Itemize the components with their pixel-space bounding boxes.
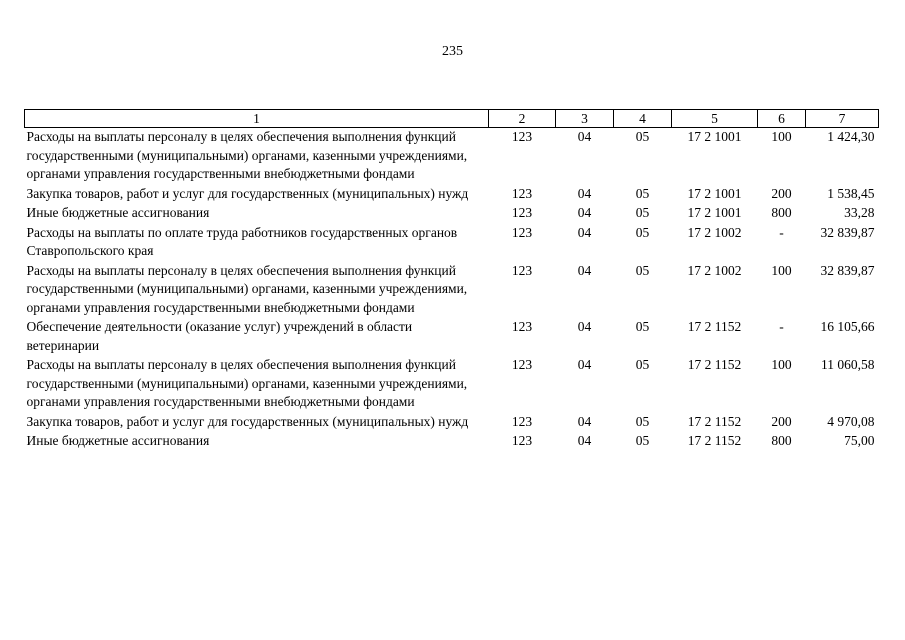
budget-table bbox=[24, 109, 879, 452]
cell-expense-type: 800 bbox=[771, 433, 792, 448]
cell-target-article: 17 2 1001 bbox=[687, 129, 742, 144]
cell-target-article: 17 2 1002 bbox=[687, 224, 742, 240]
column-header: 2 bbox=[489, 110, 556, 128]
cell-section: 04 bbox=[577, 205, 592, 220]
cell-target-article: 17 2 1152 bbox=[687, 319, 742, 334]
table-header-row bbox=[25, 110, 879, 128]
cell-code: 123 bbox=[511, 413, 533, 429]
cell-subsection: 05 bbox=[635, 129, 650, 144]
table-row bbox=[25, 432, 879, 452]
cell-expense-type: 100 bbox=[771, 357, 792, 372]
cell-section: 04 bbox=[577, 357, 592, 372]
expense-name: Расходы на выплаты персоналу в целях обеспечения выполнения функций государственными (муниципальными) органами, казенными учреждениями, органами управления государственными внебюджетными фондами bbox=[26, 262, 468, 315]
page-number: 235 bbox=[442, 44, 463, 59]
column-header: 3 bbox=[556, 110, 614, 128]
cell-expense-type: - bbox=[779, 319, 784, 334]
cell-amount: 1 424,30 bbox=[827, 129, 875, 144]
cell-amount: 32 839,87 bbox=[820, 262, 875, 278]
cell-expense-type: 200 bbox=[771, 185, 792, 201]
cell-amount: 11 060,58 bbox=[821, 357, 875, 372]
cell-amount: 33,28 bbox=[844, 205, 875, 220]
column-header: 6 bbox=[758, 110, 806, 128]
cell-subsection: 05 bbox=[635, 224, 650, 240]
cell-subsection: 05 bbox=[635, 185, 650, 201]
cell-expense-type: 200 bbox=[771, 413, 792, 429]
cell-section: 04 bbox=[577, 185, 592, 201]
cell-section: 04 bbox=[577, 224, 592, 240]
cell-code: 123 bbox=[511, 205, 533, 220]
expense-name: Расходы на выплаты персоналу в целях обеспечения выполнения функций государственными (муниципальными) органами, казенными учреждениями, органами управления государственными внебюджетными фондами bbox=[26, 129, 468, 181]
table-row bbox=[25, 224, 879, 262]
cell-target-article: 17 2 1001 bbox=[687, 205, 742, 220]
cell-subsection: 05 bbox=[635, 357, 650, 372]
cell-amount: 75,00 bbox=[844, 433, 875, 448]
column-header: 1 bbox=[25, 110, 489, 128]
cell-amount: 32 839,87 bbox=[820, 224, 875, 240]
cell-target-article: 17 2 1002 bbox=[687, 262, 742, 278]
column-header: 7 bbox=[806, 110, 879, 128]
table-row bbox=[25, 262, 879, 319]
cell-section: 04 bbox=[577, 262, 592, 278]
cell-section: 04 bbox=[577, 129, 592, 144]
cell-expense-type: 100 bbox=[771, 262, 792, 278]
table-row bbox=[25, 128, 879, 185]
cell-target-article: 17 2 1152 bbox=[687, 413, 742, 429]
cell-subsection: 05 bbox=[635, 433, 650, 448]
expense-name: Расходы на выплаты персоналу в целях обеспечения выполнения функций государственными (муниципальными) органами, казенными учреждениями, органами управления государственными внебюджетными фондами bbox=[26, 357, 468, 409]
cell-expense-type: 800 bbox=[771, 205, 792, 220]
cell-subsection: 05 bbox=[635, 319, 650, 334]
cell-target-article: 17 2 1152 bbox=[687, 357, 742, 372]
cell-subsection: 05 bbox=[635, 262, 650, 278]
cell-section: 04 bbox=[577, 433, 592, 448]
cell-amount: 16 105,66 bbox=[820, 319, 875, 334]
cell-section: 04 bbox=[577, 319, 592, 334]
cell-target-article: 17 2 1152 bbox=[687, 433, 742, 448]
table-row bbox=[25, 204, 879, 224]
cell-amount: 4 970,08 bbox=[827, 413, 875, 429]
expense-name: Обеспечение деятельности (оказание услуг) учреждений в области ветеринарии bbox=[26, 319, 413, 353]
table-row bbox=[25, 413, 879, 433]
cell-code: 123 bbox=[511, 224, 533, 240]
cell-code: 123 bbox=[511, 185, 533, 201]
expense-name: Иные бюджетные ассигнования bbox=[26, 205, 210, 220]
table-row bbox=[25, 356, 879, 413]
expense-name: Расходы на выплаты по оплате труда работников государственных органов Ставропольского края bbox=[26, 224, 458, 258]
expense-name: Закупка товаров, работ и услуг для государственных (муниципальных) нужд bbox=[26, 185, 469, 201]
cell-subsection: 05 bbox=[635, 413, 650, 429]
cell-code: 123 bbox=[511, 433, 533, 448]
table-row bbox=[25, 318, 879, 356]
expense-name: Закупка товаров, работ и услуг для государственных (муниципальных) нужд bbox=[26, 413, 469, 429]
cell-code: 123 bbox=[511, 319, 533, 334]
cell-subsection: 05 bbox=[635, 205, 650, 220]
cell-code: 123 bbox=[511, 129, 533, 144]
cell-code: 123 bbox=[511, 262, 533, 278]
cell-section: 04 bbox=[577, 413, 592, 429]
column-header: 5 bbox=[672, 110, 758, 128]
cell-target-article: 17 2 1001 bbox=[687, 185, 742, 201]
cell-code: 123 bbox=[511, 357, 533, 372]
column-header: 4 bbox=[614, 110, 672, 128]
expense-name: Иные бюджетные ассигнования bbox=[26, 433, 210, 448]
cell-amount: 1 538,45 bbox=[827, 185, 875, 201]
table-row bbox=[25, 185, 879, 205]
cell-expense-type: 100 bbox=[771, 129, 792, 144]
cell-expense-type: - bbox=[779, 224, 784, 240]
